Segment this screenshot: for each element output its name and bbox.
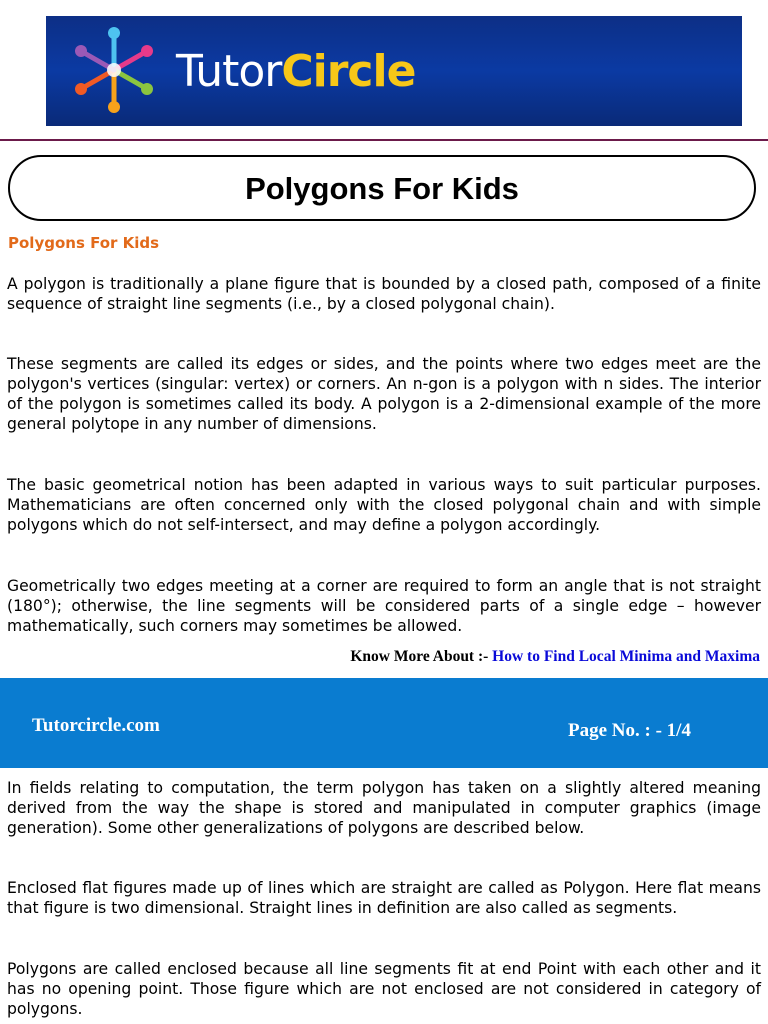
logo-wordmark [176,44,415,100]
footer-site-name: Tutorcircle.com [32,715,160,736]
paragraph-4: Geometrically two edges meeting at a corner are required to form an angle that is not straight (180°); otherwise, the line segments will be considered parts of a single edge – however mathematically, such corners may sometimes be allowed. [7,577,761,635]
paragraph-1: A polygon is traditionally a plane figure that is bounded by a closed path, composed of a finite sequence of straight line segments (i.e., by a closed polygonal chain). [7,275,761,313]
paragraph-2: These segments are called its edges or sides, and the points where two edges meet are the polygon's vertices (singular: vertex) or corners. An n-gon is a polygon with n sides. The interior of the polygon is sometimes called its body. A polygon is a 2-dimensional example of the more general polytope in any number of dimensions. [7,355,761,433]
header-banner [46,16,742,126]
paragraph-3: The basic geometrical notion has been adapted in various ways to suit particular purposes. Mathematicians are often concerned only with the closed polygonal chain and with simple polygons which do not self-intersect, and may define a polygon accordingly. [7,476,761,534]
logo-text-tutor: Tutor [176,46,282,97]
page-title: Polygons For Kids [245,171,519,206]
know-more-label: Know More About :- [350,648,489,665]
know-more-line [350,647,760,667]
paragraph-6: Enclosed flat figures made up of lines which are straight are called as Polygon. Here flat means that figure is two dimensional. Straight lines in definition are also called as segments. [7,879,761,917]
section-heading: Polygons For Kids [8,234,160,252]
title-box [8,155,756,221]
page-footer [0,678,768,768]
footer-page-number: Page No. : - 1/4 [568,720,691,741]
know-more-link[interactable]: How to Find Local Minima and Maxima [492,648,760,665]
logo-text-circle: Circle [281,46,416,97]
paragraph-5: In fields relating to computation, the term polygon has taken on a slightly altered meaning derived from the way the shape is stored and manipulated in computer graphics (image generation). Some other generalizations of polygons are described below. [7,779,761,837]
paragraph-7: Polygons are called enclosed because all line segments fit at end Point with each other and it has no opening point. Those figure which are not enclosed are not considered in category of polygons. [7,960,761,1018]
tutorcircle-logo-icon [68,24,160,116]
header-divider [0,139,768,141]
